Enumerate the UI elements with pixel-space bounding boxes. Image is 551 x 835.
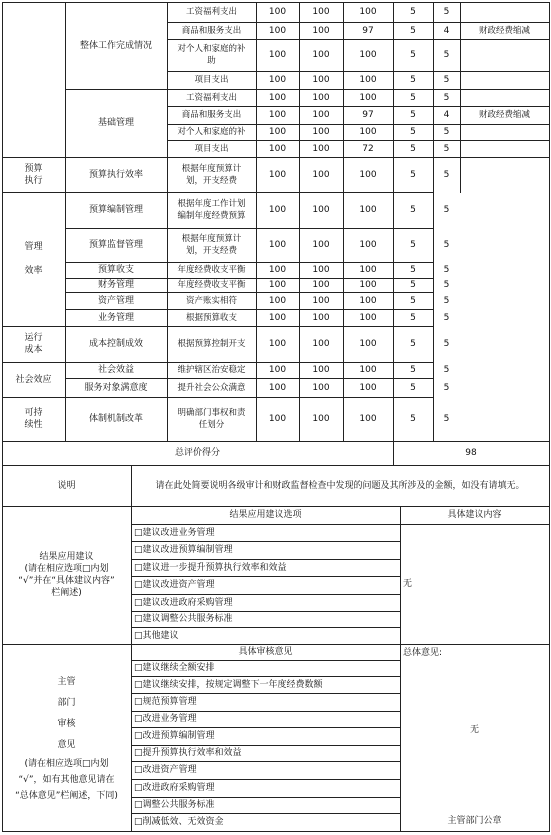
- standard-cell: 根据年度预算计 划，开支经费: [181, 163, 242, 186]
- value-cell: 5: [443, 339, 450, 349]
- grid-line: [131, 693, 401, 694]
- grid-line: [256, 157, 257, 442]
- value-cell: 100: [268, 143, 287, 154]
- value-cell: 100: [268, 240, 287, 250]
- value-cell: 5: [443, 240, 450, 250]
- grid-line: [65, 262, 434, 263]
- value-cell: 100: [359, 295, 377, 306]
- value-cell: 5: [443, 92, 450, 103]
- value-cell: 100: [359, 205, 377, 215]
- value-cell: 5: [410, 110, 416, 120]
- grid-line: [65, 292, 434, 293]
- value-cell: 5: [410, 295, 416, 306]
- value-cell: 5: [410, 365, 416, 375]
- standard-cell: 根据预算收支: [185, 312, 237, 323]
- grid-line: [393, 157, 394, 442]
- grid-line: [65, 157, 66, 442]
- value-cell: 5: [410, 205, 416, 215]
- value-cell: 100: [359, 280, 377, 290]
- category-label: 运行 成本: [24, 333, 43, 355]
- value-cell: 100: [268, 295, 287, 306]
- value-cell: 100: [359, 312, 377, 323]
- value-cell: 100: [312, 265, 330, 275]
- category-label: 社会效应: [15, 374, 52, 385]
- grid-line: [2, 2, 3, 832]
- grid-line: [131, 594, 401, 595]
- value-cell: 100: [268, 7, 287, 17]
- value-cell: 5: [410, 7, 416, 17]
- value-cell: 100: [268, 110, 287, 120]
- value-cell: 5: [410, 92, 416, 103]
- result-option: □建议进一步提升预算执行效率和效益: [134, 562, 287, 573]
- value-cell: 100: [359, 50, 377, 60]
- value-cell: 100: [268, 414, 287, 424]
- result-option: □其他建议: [134, 630, 179, 641]
- value-cell: 100: [268, 265, 287, 275]
- result-options-header: 结果应用建议选项: [229, 510, 302, 520]
- value-cell: 5: [410, 75, 416, 85]
- grid-line: [2, 465, 550, 466]
- value-cell: 5: [410, 240, 416, 250]
- value-cell: 100: [359, 92, 377, 103]
- value-cell: 97: [362, 25, 374, 36]
- value-cell: 100: [312, 339, 330, 349]
- group-label: 整体工作完成情况: [79, 40, 152, 51]
- item-cell: 项目支出: [194, 143, 229, 154]
- value-cell: 100: [268, 92, 287, 103]
- review-option: □提升预算执行效率和效益: [134, 748, 242, 758]
- grid-line: [131, 541, 401, 542]
- grid-line: [131, 627, 401, 628]
- grid-line: [131, 779, 401, 780]
- value-cell: 100: [359, 414, 377, 424]
- grid-line: [131, 745, 401, 746]
- value-cell: 100: [268, 312, 287, 323]
- value-cell: 5: [410, 414, 416, 424]
- grid-line: [299, 157, 300, 442]
- review-option: □改进预算编制管理: [134, 731, 215, 741]
- value-cell: 100: [312, 414, 330, 424]
- value-cell: 5: [410, 339, 416, 349]
- value-cell: 5: [410, 382, 416, 393]
- review-option: □改进资产管理: [134, 765, 197, 775]
- grid-line: [131, 465, 132, 832]
- grid-line: [343, 2, 344, 158]
- value-cell: 5: [443, 280, 450, 290]
- note-text: 请在此处简要说明各级审计和财政监督检查中发现的问题及其所涉及的金额，如没有请填无。: [155, 480, 525, 491]
- grid-line: [65, 378, 434, 379]
- standard-cell: 资产账实相符: [185, 295, 237, 306]
- grid-line: [2, 326, 434, 327]
- value-cell: 100: [312, 92, 330, 103]
- value-cell: 100: [312, 365, 330, 375]
- result-option: □建议调整公共服务标准: [134, 614, 233, 624]
- value-cell: 100: [312, 169, 330, 180]
- value-cell: 100: [268, 50, 287, 60]
- note-label: 说明: [57, 480, 76, 491]
- value-cell: 5: [410, 280, 416, 290]
- grid-line: [460, 2, 461, 158]
- value-cell: 5: [410, 312, 416, 323]
- category-label: 预算 执行: [24, 163, 43, 186]
- grid-line: [131, 813, 401, 814]
- grid-line: [131, 611, 401, 612]
- grid-line: [167, 140, 550, 141]
- item-cell: 工资福利支出: [185, 92, 237, 103]
- value-cell: 5: [443, 382, 450, 393]
- remark-cell: 财政经费缩减: [478, 110, 530, 120]
- value-cell: 100: [312, 295, 330, 306]
- grid-line: [131, 727, 401, 728]
- value-cell: 100: [268, 169, 287, 180]
- value-cell: 100: [312, 280, 330, 290]
- item-cell: 商品和服务支出: [181, 110, 242, 120]
- value-cell: 97: [362, 110, 374, 120]
- indicator-cell: 服务对象满意度: [84, 382, 148, 393]
- grid-line: [343, 157, 344, 442]
- grid-line: [2, 397, 434, 398]
- result-option: □建议改进资产管理: [134, 580, 215, 590]
- indicator-cell: 体制机制改革: [88, 414, 143, 424]
- value-cell: 5: [443, 365, 450, 375]
- grid-line: [131, 761, 401, 762]
- review-label-line: 审核: [57, 718, 76, 729]
- grid-line: [131, 797, 401, 798]
- standard-cell: 维护辖区治安稳定: [177, 365, 246, 375]
- result-option: □建议改进预算编制管理: [134, 545, 233, 555]
- grid-line: [2, 192, 434, 193]
- value-cell: 100: [312, 143, 330, 154]
- review-label-line: “√”，如有其他意见请在: [18, 774, 115, 785]
- result-content-header: 具体建议内容: [447, 510, 502, 520]
- grid-line: [400, 506, 401, 832]
- value-cell: 5: [443, 295, 450, 306]
- value-cell: 100: [268, 205, 287, 215]
- item-cell: 工资福利支出: [185, 7, 237, 17]
- value-cell: 100: [312, 7, 330, 17]
- value-cell: 5: [443, 205, 450, 215]
- grid-line: [65, 309, 434, 310]
- grid-line: [2, 644, 550, 645]
- indicator-cell: 成本控制成效: [88, 339, 143, 349]
- overall-opinion-label: 总体意见:: [403, 648, 443, 658]
- value-cell: 5: [410, 169, 416, 180]
- standard-cell: 根据年度预算计 划，开支经费: [181, 234, 242, 256]
- review-label-line: (请在相应选项□内划: [24, 758, 109, 769]
- group-label: 基础管理: [97, 118, 134, 128]
- standard-cell: 明确部门事权和责 任划分: [177, 408, 246, 430]
- indicator-cell: 预算编制管理: [88, 205, 143, 215]
- grid-line: [65, 89, 550, 90]
- standard-cell: 提升社会公众满意: [177, 382, 246, 393]
- value-cell: 5: [443, 169, 450, 180]
- grid-line: [167, 2, 168, 158]
- stamp-label: 主管部门公章: [447, 815, 502, 826]
- category-label: 可持 续性: [24, 408, 43, 430]
- item-cell: 对个人和家庭的补: [177, 127, 246, 137]
- overall-opinion-value: 无: [469, 725, 479, 735]
- result-label: 结果应用建议 (请在相应选项□内划 “√”并在“具体建议内容” 栏阐述): [18, 552, 115, 598]
- grid-line: [131, 559, 401, 560]
- review-option: □建议继续安排，按规定调整下一年度经费数额: [134, 679, 323, 690]
- remark-cell: [460, 89, 549, 106]
- grid-line: [65, 278, 434, 279]
- grid-line: [433, 2, 434, 158]
- review-label-line: 部门: [57, 697, 76, 708]
- indicator-cell: 资产管理: [97, 295, 134, 306]
- grid-line: [131, 524, 550, 525]
- grid-line: [65, 228, 434, 229]
- value-cell: 100: [359, 169, 377, 180]
- value-cell: 5: [410, 143, 416, 154]
- grid-line: [2, 157, 550, 158]
- category-label: 管理 效率: [24, 242, 43, 276]
- value-cell: 4: [443, 25, 450, 36]
- grid-line: [167, 124, 550, 125]
- result-option: □建议改进政府采购管理: [134, 597, 233, 608]
- value-cell: 100: [359, 365, 377, 375]
- remark-cell: [460, 71, 549, 89]
- grid-line: [167, 157, 168, 442]
- grid-line: [2, 441, 550, 442]
- value-cell: 100: [268, 75, 287, 85]
- total-label: 总评价得分: [174, 448, 220, 458]
- value-cell: 100: [312, 25, 330, 36]
- remark-cell: 财政经费缩减: [478, 25, 530, 36]
- review-label-line: 意见: [57, 739, 76, 750]
- indicator-cell: 预算收支: [97, 265, 134, 275]
- value-cell: 5: [443, 50, 450, 60]
- standard-cell: 根据预算控制开支: [177, 339, 246, 349]
- value-cell: 5: [443, 312, 450, 323]
- review-label: [2, 644, 131, 831]
- review-option: □调整公共服务标准: [134, 800, 215, 810]
- value-cell: 5: [410, 50, 416, 60]
- value-cell: 100: [312, 110, 330, 120]
- grid-line: [65, 2, 66, 158]
- grid-line: [393, 441, 394, 466]
- value-cell: 5: [443, 143, 450, 154]
- value-cell: 100: [359, 339, 377, 349]
- value-cell: 100: [312, 205, 330, 215]
- value-cell: 5: [410, 265, 416, 275]
- remark-cell: [460, 140, 549, 157]
- grid-line: [2, 2, 550, 3]
- value-cell: 100: [359, 265, 377, 275]
- grid-line: [460, 157, 461, 193]
- value-cell: 4: [443, 110, 450, 120]
- review-option: □改进业务管理: [134, 714, 197, 724]
- grid-line: [299, 2, 300, 158]
- grid-line: [256, 2, 257, 158]
- value-cell: 100: [359, 75, 377, 85]
- value-cell: 5: [443, 265, 450, 275]
- grid-line: [2, 506, 550, 507]
- grid-line: [433, 157, 434, 442]
- value-cell: 100: [312, 127, 330, 137]
- value-cell: 5: [443, 75, 450, 85]
- indicator-cell: 社会效益: [97, 365, 134, 375]
- value-cell: 100: [268, 25, 287, 36]
- value-cell: 100: [268, 280, 287, 290]
- review-option: □改进政府采购管理: [134, 783, 215, 793]
- indicator-cell: 预算监督管理: [88, 240, 143, 250]
- total-score: 98: [465, 448, 477, 458]
- grid-line: [549, 2, 550, 832]
- grid-line: [167, 22, 550, 23]
- remark-cell: [460, 39, 549, 71]
- grid-line: [2, 362, 434, 363]
- value-cell: 100: [312, 50, 330, 60]
- value-cell: 100: [359, 7, 377, 17]
- item-cell: 项目支出: [194, 75, 229, 85]
- value-cell: 100: [268, 339, 287, 349]
- indicator-cell: 预算执行效率: [88, 169, 143, 180]
- value-cell: 100: [312, 382, 330, 393]
- grid-line: [167, 39, 550, 40]
- grid-line: [2, 831, 550, 832]
- value-cell: 100: [359, 382, 377, 393]
- value-cell: 100: [359, 240, 377, 250]
- standard-cell: 根据年度工作计划 编制年度经费预算: [177, 199, 246, 221]
- review-label-line: 主管: [57, 676, 76, 687]
- value-cell: 100: [312, 75, 330, 85]
- review-option: □规范预算管理: [134, 697, 197, 707]
- review-options-header: 具体审核意见: [238, 647, 293, 657]
- grid-line: [167, 71, 550, 72]
- value-cell: 5: [443, 7, 450, 17]
- item-cell: 商品和服务支出: [181, 25, 242, 36]
- standard-cell: 年度经费收支平衡: [177, 280, 246, 290]
- remark-cell: [460, 124, 549, 140]
- review-label-line: “总体意见”栏阐述，下同): [15, 790, 118, 801]
- review-option: □削减低效、无效资金: [134, 817, 224, 827]
- result-content: 无: [403, 579, 413, 589]
- value-cell: 100: [359, 127, 377, 137]
- indicator-cell: 财务管理: [97, 280, 134, 290]
- grid-line: [167, 106, 550, 107]
- value-cell: 5: [443, 414, 450, 424]
- grid-line: [131, 676, 401, 677]
- value-cell: 72: [362, 143, 374, 154]
- grid-line: [131, 576, 401, 577]
- item-cell: 对个人和家庭的补 助: [177, 44, 246, 66]
- remark-cell: [460, 2, 549, 22]
- value-cell: 100: [268, 382, 287, 393]
- review-option: □建议继续全额安排: [134, 663, 215, 673]
- indicator-cell: 业务管理: [97, 312, 134, 323]
- result-option: □建议改进业务管理: [134, 527, 215, 538]
- value-cell: 100: [312, 240, 330, 250]
- grid-line: [131, 711, 401, 712]
- standard-cell: 年度经费收支平衡: [177, 265, 246, 275]
- value-cell: 5: [410, 127, 416, 137]
- value-cell: 100: [312, 312, 330, 323]
- value-cell: 100: [268, 127, 287, 137]
- value-cell: 100: [268, 365, 287, 375]
- grid-line: [131, 660, 401, 661]
- value-cell: 5: [443, 127, 450, 137]
- value-cell: 5: [410, 25, 416, 36]
- grid-line: [393, 2, 394, 158]
